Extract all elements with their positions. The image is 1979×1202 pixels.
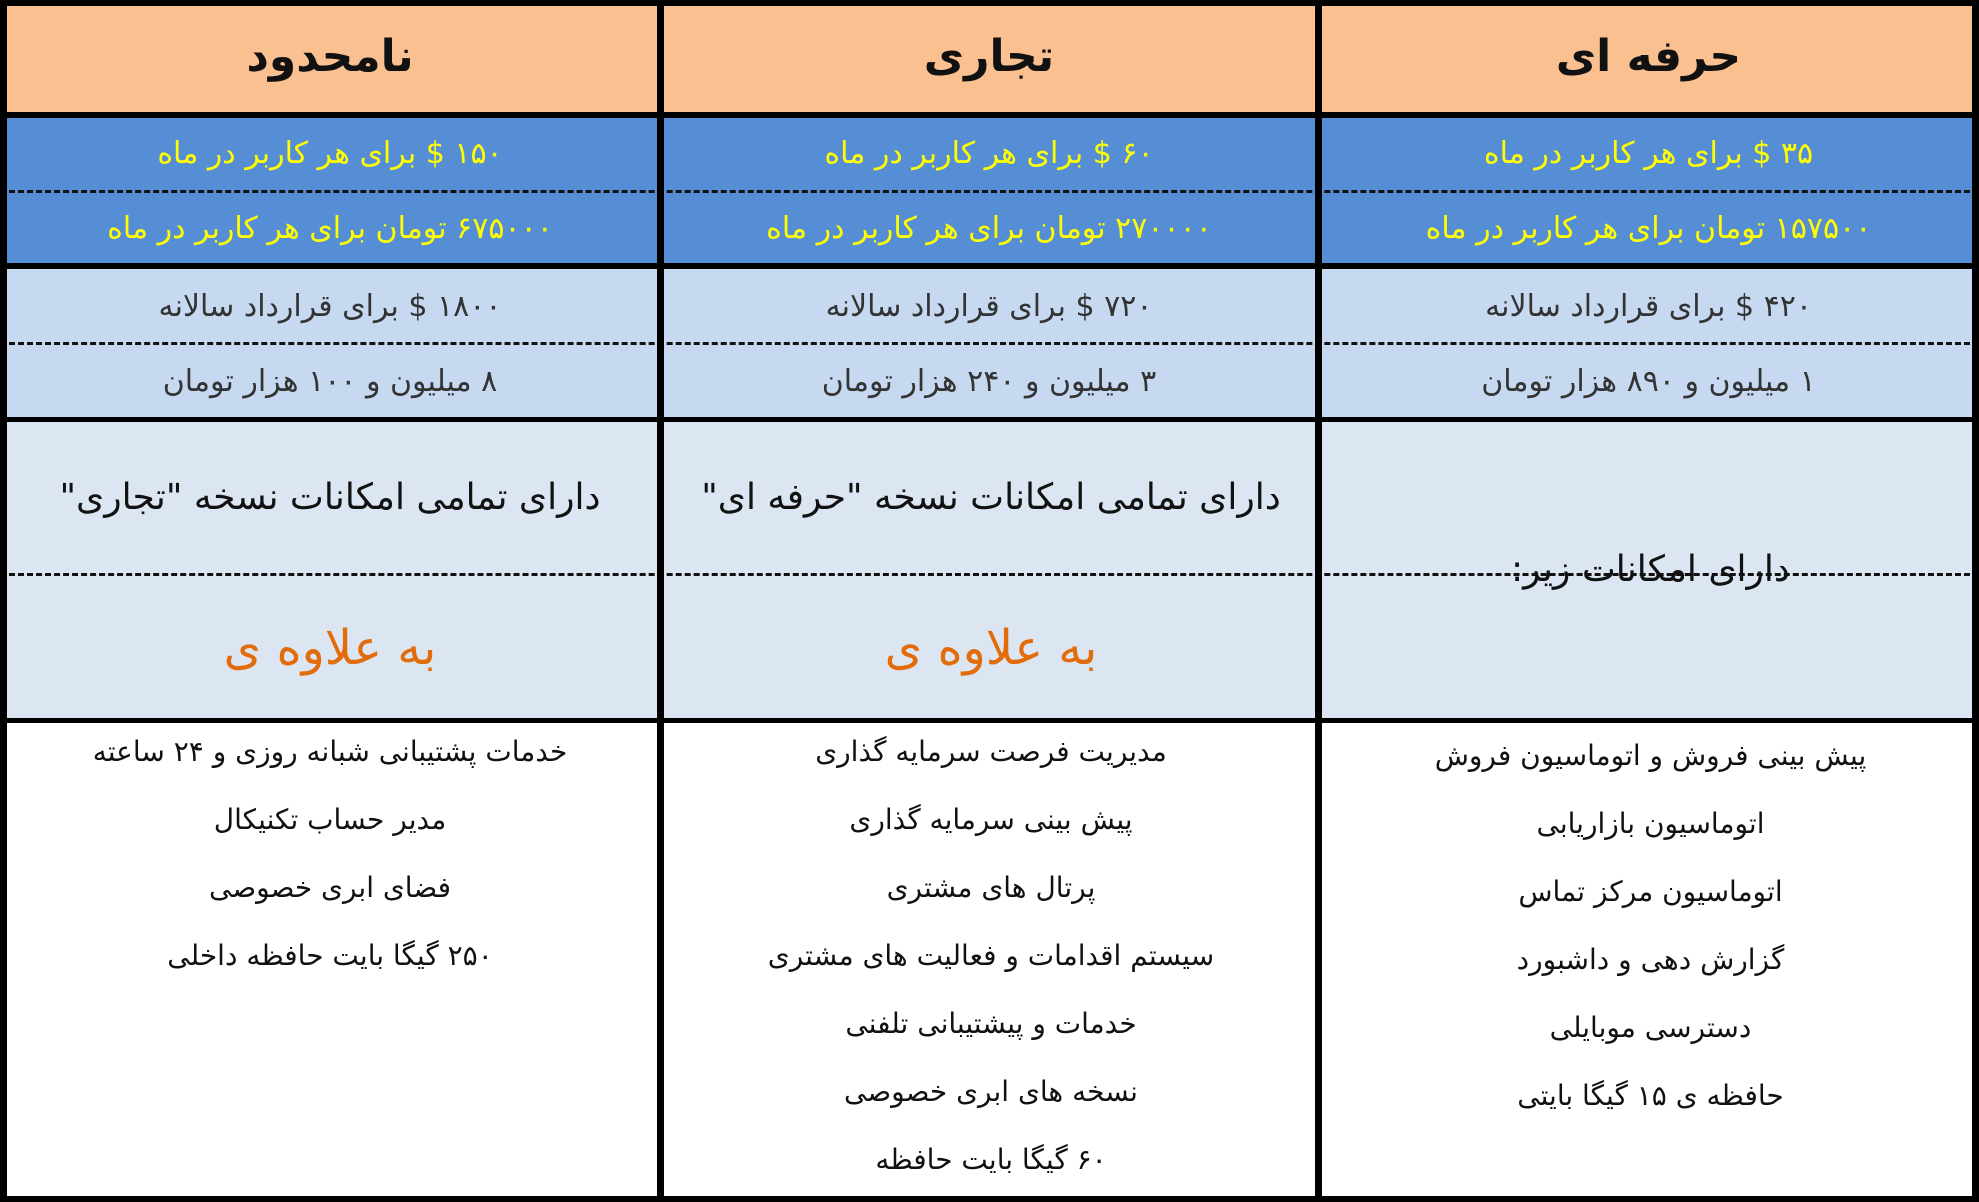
- price-usd-annual-business: ۷۲۰ $ برای قرارداد سالانه: [825, 288, 1153, 324]
- list-item: حافظه ی ۱۵ گیگا بایتی: [1517, 1079, 1784, 1112]
- header-unlimited: نامحدود: [246, 30, 414, 82]
- list-item: خدمات و پیشتیبانی تلفنی: [845, 1007, 1137, 1040]
- list-item: اتوماسیون مرکز تماس: [1518, 875, 1783, 908]
- list-item: اتوماسیون بازاریابی: [1536, 807, 1765, 840]
- list-item: سیستم اقدامات و فعالیت های مشتری: [767, 939, 1215, 972]
- description-unlimited: دارای تمامی امکانات نسخه "تجاری": [59, 477, 601, 518]
- list-item: پرتال های مشتری: [886, 871, 1096, 904]
- list-item: فضای ابری خصوصی: [208, 871, 452, 904]
- list-item: نسخه های ابری خصوصی: [844, 1075, 1138, 1108]
- list-item: خدمات پشتیبانی شبانه روزی و ۲۴ ساعته: [92, 735, 568, 768]
- list-item: پیش بینی سرمایه گذاری: [849, 803, 1133, 836]
- list-item: مدیر حساب تکنیکال: [213, 803, 447, 836]
- list-item: دسترسی موبایلی: [1549, 1011, 1752, 1044]
- table-border: [0, 0, 7, 1202]
- header-business: تجاری: [923, 30, 1055, 82]
- table-border: [1972, 0, 1979, 1202]
- dashed-divider: [0, 190, 1979, 193]
- dashed-divider: [0, 573, 1979, 576]
- price-toman-monthly-unlimited: ۶۷۵۰۰۰ تومان برای هر کاربر در ماه: [107, 210, 553, 246]
- price-toman-monthly-business: ۲۷۰۰۰۰ تومان برای هر کاربر در ماه: [766, 210, 1212, 246]
- table-border: [0, 417, 1979, 422]
- description-business: دارای تمامی امکانات نسخه "حرفه ای": [701, 477, 1281, 518]
- price-usd-annual-unlimited: ۱۸۰۰ $ برای قرارداد سالانه: [158, 288, 502, 324]
- table-border: [657, 0, 664, 1202]
- header-professional: حرفه ای: [1555, 30, 1742, 82]
- price-toman-annual-professional: ۱ میلیون و ۸۹۰ هزار تومان: [1481, 363, 1816, 399]
- table-border: [0, 263, 1979, 269]
- list-item: ۲۵۰ گیگا بایت حافظه داخلی: [167, 939, 493, 972]
- plus-label-unlimited: به علاوه ی: [223, 620, 437, 676]
- table-border: [0, 112, 1979, 118]
- features-professional: [1322, 722, 1979, 1130]
- plus-label-business: به علاوه ی: [884, 620, 1098, 676]
- price-usd-annual-professional: ۴۲۰ $ برای قرارداد سالانه: [1485, 288, 1812, 324]
- price-toman-monthly-professional: ۱۵۷۵۰۰ تومان برای هر کاربر در ماه: [1425, 210, 1872, 246]
- list-item: گزارش دهی و داشبورد: [1516, 943, 1785, 976]
- list-item: پیش بینی فروش و اتوماسیون فروش: [1434, 739, 1867, 772]
- price-toman-annual-business: ۳ میلیون و ۲۴۰ هزار تومان: [821, 363, 1157, 399]
- features-unlimited: [0, 718, 660, 990]
- dashed-divider: [0, 342, 1979, 345]
- price-usd-monthly-professional: ۳۵ $ برای هر کاربر در ماه: [1483, 135, 1814, 171]
- table-border: [0, 718, 1979, 723]
- price-toman-annual-unlimited: ۸ میلیون و ۱۰۰ هزار تومان: [162, 363, 498, 399]
- list-item: ۶۰ گیگا بایت حافظه: [875, 1143, 1107, 1176]
- price-usd-monthly-business: ۶۰ $ برای هر کاربر در ماه: [824, 135, 1154, 171]
- features-business: [664, 718, 1318, 1194]
- price-usd-monthly-unlimited: ۱۵۰ $ برای هر کاربر در ماه: [157, 135, 503, 171]
- table-border: [1315, 0, 1322, 1202]
- table-border: [0, 0, 1979, 6]
- table-border: [0, 1196, 1979, 1202]
- description-professional: دارای امکانات زیر:: [1511, 549, 1790, 590]
- list-item: مدیریت فرصت سرمایه گذاری: [815, 735, 1167, 768]
